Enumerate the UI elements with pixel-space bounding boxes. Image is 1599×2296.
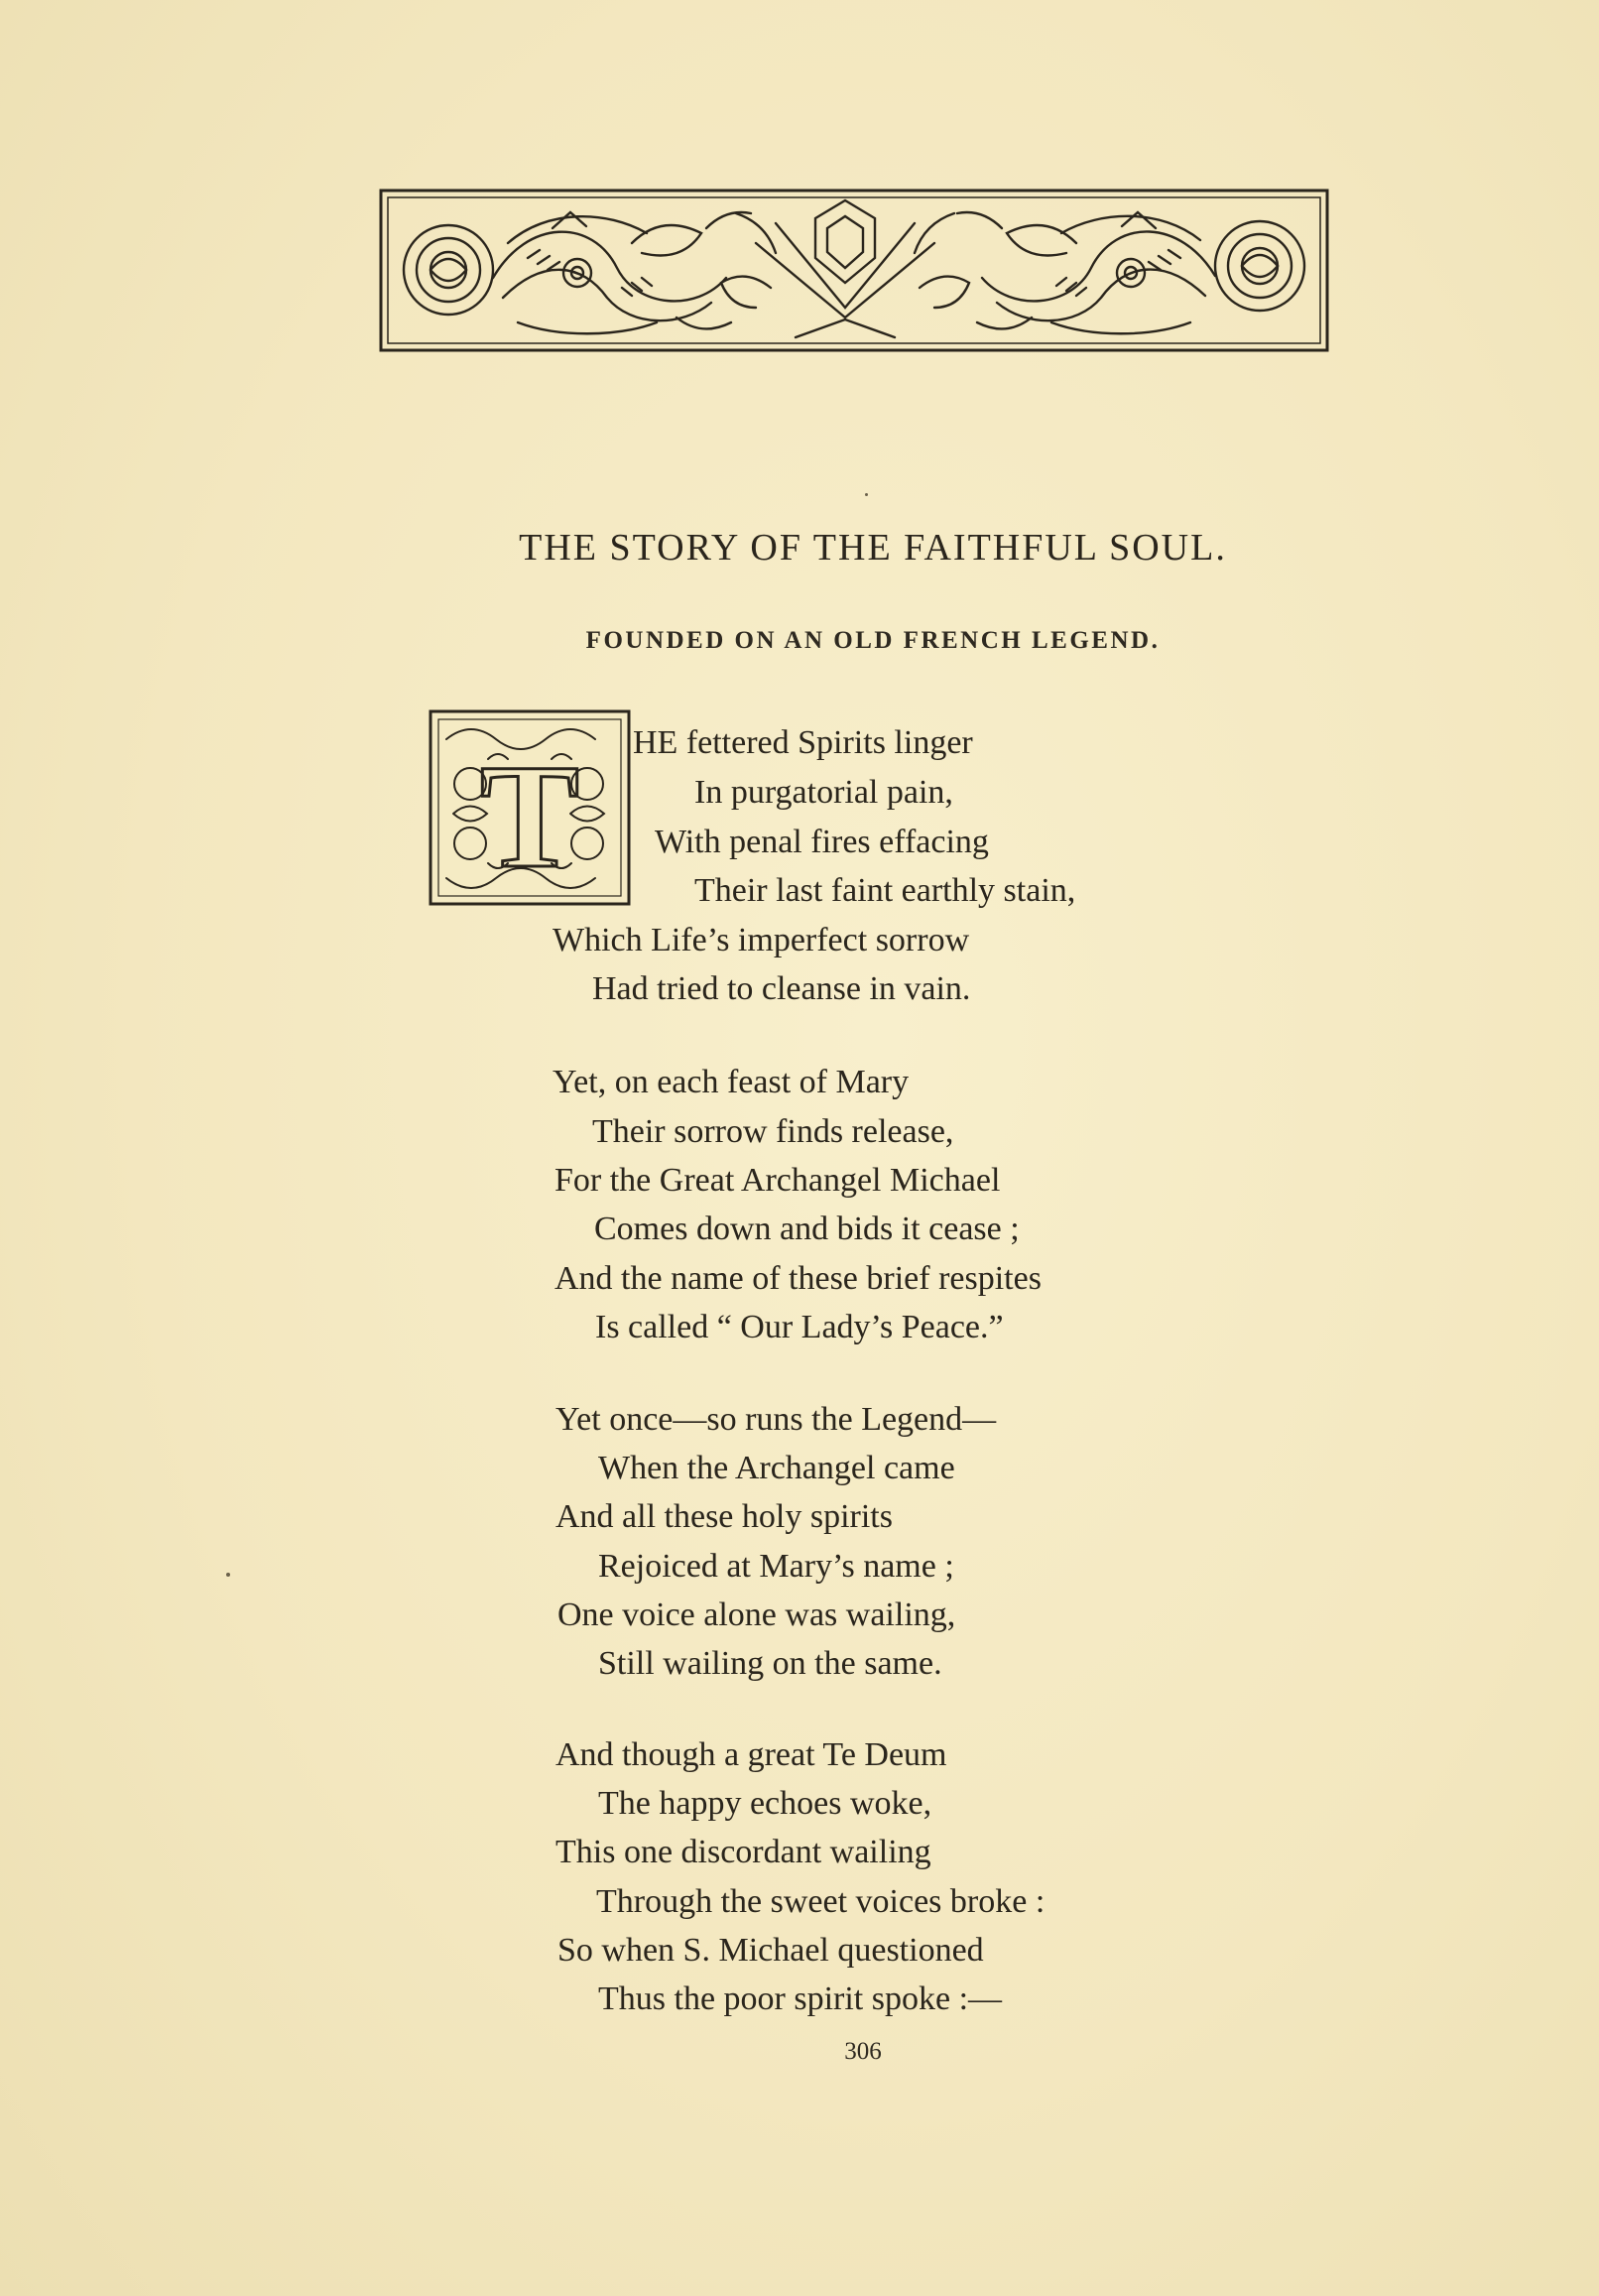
poem-line: Through the sweet voices broke : xyxy=(596,1883,1046,1920)
poem-line: Which Life’s imperfect sorrow xyxy=(553,922,970,958)
poem-line: Had tried to cleanse in vain. xyxy=(592,970,971,1007)
poem-line: Thus the poor spirit spoke :— xyxy=(598,1980,1003,2017)
poem-title: THE STORY OF THE FAITHFUL SOUL. xyxy=(519,527,1227,569)
paper-speck xyxy=(226,1573,230,1577)
poem-line: With penal fires effacing xyxy=(655,824,989,860)
poem-line: The happy echoes woke, xyxy=(598,1785,932,1822)
poem-line: Comes down and bids it cease ; xyxy=(594,1211,1020,1247)
poem-line: And the name of these brief respites xyxy=(554,1260,1042,1297)
paper-speck xyxy=(865,493,868,496)
poem-line: In purgatorial pain, xyxy=(694,774,953,811)
poem-line: HE fettered Spirits linger xyxy=(633,724,973,761)
poem-line: One voice alone was wailing, xyxy=(557,1596,956,1633)
poem-line: Is called “ Our Lady’s Peace.” xyxy=(595,1309,1004,1345)
poem-line: Yet, on each feast of Mary xyxy=(553,1064,910,1100)
poem-line: And though a great Te Deum xyxy=(555,1736,947,1773)
page-number: 306 xyxy=(844,2038,882,2065)
poem-subtitle: FOUNDED ON AN OLD FRENCH LEGEND. xyxy=(585,627,1161,654)
poem-line: Their last faint earthly stain, xyxy=(694,872,1076,909)
poem-line: For the Great Archangel Michael xyxy=(554,1162,1001,1199)
poem-line: When the Archangel came xyxy=(598,1450,955,1486)
poem-line: Still wailing on the same. xyxy=(598,1645,942,1682)
poem-line: This one discordant wailing xyxy=(555,1834,931,1870)
ornamental-headpiece xyxy=(379,189,1329,352)
ornamental-drop-cap xyxy=(429,709,631,906)
poem-line: Yet once—so runs the Legend— xyxy=(555,1401,997,1438)
poem-line: Their sorrow finds release, xyxy=(592,1113,954,1150)
drop-cap-letter: T xyxy=(479,734,580,899)
poem-line: Rejoiced at Mary’s name ; xyxy=(598,1548,954,1585)
poem-line: So when S. Michael questioned xyxy=(557,1932,984,1969)
poem-line: And all these holy spirits xyxy=(555,1498,893,1535)
